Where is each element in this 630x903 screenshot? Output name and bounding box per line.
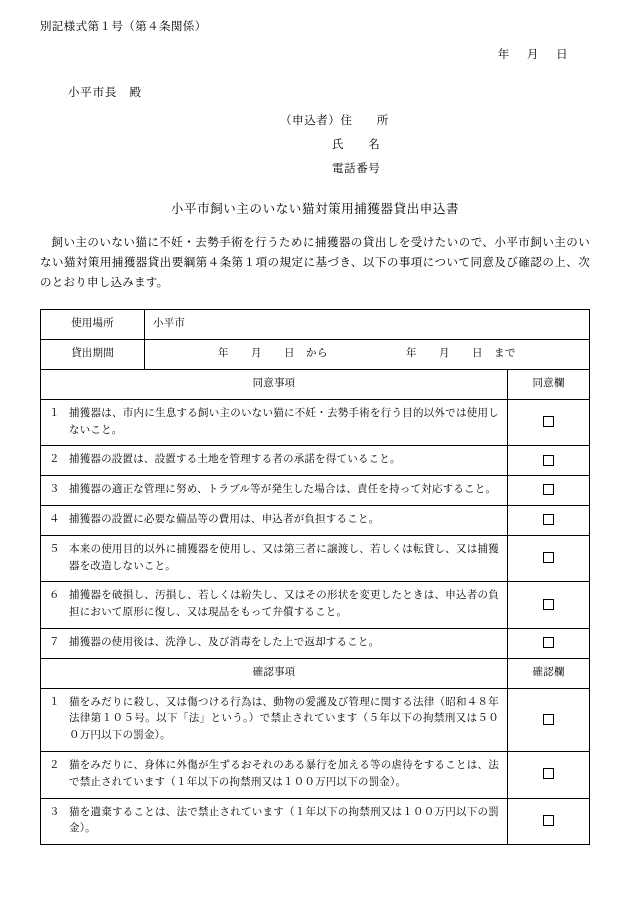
period-from: 年 月 日 から <box>218 348 328 360</box>
table-row <box>41 629 590 659</box>
consent-checkbox-3-cell[interactable] <box>507 476 589 506</box>
applicant-phone-row <box>280 158 590 182</box>
consent-item-7 <box>41 629 508 659</box>
document-body <box>40 18 590 845</box>
checkbox-icon[interactable] <box>543 416 554 427</box>
confirm-item-2-number: ２ <box>49 760 60 771</box>
table-row <box>41 688 590 751</box>
confirm-item-1 <box>41 688 508 751</box>
consent-item-7-number: ７ <box>49 637 60 649</box>
confirm-checkbox-2-cell[interactable] <box>507 752 589 799</box>
consent-item-5 <box>41 535 508 582</box>
applicant-block <box>40 110 590 181</box>
consent-item-3 <box>41 476 508 506</box>
place-value: 小平市 <box>145 310 590 340</box>
consent-item-2-number: ２ <box>49 454 60 466</box>
confirm-item-1-text: 猫をみだりに殺し、又は傷つける行為は、動物の愛護及び管理に関する法律（昭和４８年法律第１０５号。以下「法」という。）で禁止されています（５年以下の拘禁刑又は５００万円以下の罰金）。 <box>69 696 499 742</box>
consent-item-3-text: 捕獲器の適正な管理に努め、トラブル等が発生した場合は、責任を持って対応すること。 <box>69 484 497 496</box>
period-to: 年 月 日 まで <box>406 348 516 360</box>
addressee: 小平市長 殿 <box>68 87 142 100</box>
checkbox-icon[interactable] <box>543 714 554 725</box>
table-row-period <box>41 340 590 370</box>
confirm-item-3-text: 猫を遺棄することは、法で禁止されています（１年以下の拘禁刑又は１００万円以下の罰金）。 <box>69 806 499 835</box>
applicant-name-row <box>280 134 590 158</box>
applicant-phone-label: 電話番号 <box>332 162 381 175</box>
consent-item-2 <box>41 446 508 476</box>
checkbox-icon[interactable] <box>543 599 554 610</box>
date-line <box>40 46 590 62</box>
confirm-item-3-number: ３ <box>49 806 60 818</box>
table-row-place <box>41 310 590 340</box>
confirm-header: 確認事項 <box>41 658 508 688</box>
consent-section-header <box>41 370 590 400</box>
table-row <box>41 476 590 506</box>
place-label: 使用場所 <box>41 310 145 340</box>
confirm-section-header <box>41 658 590 688</box>
consent-item-4-number: ４ <box>49 514 60 526</box>
consent-checkbox-2-cell[interactable] <box>507 446 589 476</box>
consent-item-1-number: １ <box>49 407 60 419</box>
consent-item-4-text: 捕獲器の設置に必要な備品等の費用は、申込者が負担すること。 <box>69 514 380 526</box>
consent-item-6-text: 捕獲器を破損し、汚損し、若しくは紛失し、又はその形状を変更したときは、申込者の負担において原形に復し、又は現品をもって弁償すること。 <box>69 590 499 619</box>
consent-item-1 <box>41 399 508 446</box>
confirm-checkbox-3-cell[interactable] <box>507 798 589 845</box>
consent-item-3-number: ３ <box>49 484 60 496</box>
consent-checkbox-7-cell[interactable] <box>507 629 589 659</box>
applicant-address-row <box>280 110 590 134</box>
checkbox-icon[interactable] <box>543 637 554 648</box>
checkbox-icon[interactable] <box>543 514 554 525</box>
applicant-label: （申込者） <box>280 115 341 128</box>
confirm-check-header: 確認欄 <box>507 658 589 688</box>
table-row <box>41 535 590 582</box>
consent-checkbox-5-cell[interactable] <box>507 535 589 582</box>
consent-checkbox-6-cell[interactable] <box>507 582 589 629</box>
consent-item-5-number: ５ <box>49 543 60 555</box>
consent-checkbox-4-cell[interactable] <box>507 506 589 536</box>
confirm-item-2 <box>41 752 508 799</box>
table-row <box>41 582 590 629</box>
consent-item-2-text: 捕獲器の設置は、設置する土地を管理する者の承諾を得ていること。 <box>69 454 401 466</box>
form-number: 別記様式第１号（第４条関係） <box>40 21 207 33</box>
confirm-item-1-number: １ <box>49 696 60 708</box>
consent-item-5-text: 本来の使用目的以外に捕獲器を使用し、又は第三者に譲渡し、若しくは転貸し、又は捕獲器を改造しないこと。 <box>69 543 499 572</box>
consent-item-6 <box>41 582 508 629</box>
consent-item-7-text: 捕獲器の使用後は、洗浄し、及び消毒をした上で返却すること。 <box>69 637 380 649</box>
intro-paragraph: 飼い主のいない猫に不妊・去勢手術を行うために捕獲器の貸出しを受けたいので、小平市飼い主のいない猫対策用捕獲器貸出要綱第４条第１項の規定に基づき、以下の事項について同意及び確認の上、次のとおり申し込みます。 <box>40 237 590 290</box>
consent-item-6-number: ６ <box>49 590 60 602</box>
application-table <box>40 309 590 845</box>
table-row <box>41 446 590 476</box>
table-row <box>41 752 590 799</box>
page-title: 小平市飼い主のいない猫対策用捕獲器貸出申込書 <box>170 202 460 217</box>
checkbox-icon[interactable] <box>543 552 554 563</box>
consent-item-1-text: 捕獲器は、市内に生息する飼い主のいない猫に不妊・去勢手術を行う目的以外では使用しないこと。 <box>69 407 499 436</box>
consent-item-4 <box>41 506 508 536</box>
confirm-item-2-text: 猫をみだりに、身体に外傷が生ずるおそれのある暴行を加える等の虐待をすることは、法で禁止されています（１年以下の拘禁刑又は１００万円以下の罰金）。 <box>69 760 499 788</box>
consent-checkbox-1-cell[interactable] <box>507 399 589 446</box>
consent-check-header: 同意欄 <box>507 370 589 400</box>
table-row <box>41 798 590 845</box>
consent-header: 同意事項 <box>41 370 508 400</box>
confirm-checkbox-1-cell[interactable] <box>507 688 589 751</box>
checkbox-icon[interactable] <box>543 484 554 495</box>
date-year: 年 <box>497 49 510 62</box>
table-row <box>41 399 590 446</box>
applicant-name-label: 氏 名 <box>332 138 381 151</box>
checkbox-icon[interactable] <box>543 455 554 466</box>
date-day: 日 <box>556 49 568 62</box>
confirm-item-3 <box>41 798 508 845</box>
applicant-address-label: 住 所 <box>340 115 389 128</box>
period-value <box>145 340 590 370</box>
date-month: 月 <box>526 49 539 62</box>
checkbox-icon[interactable] <box>543 815 554 826</box>
table-row <box>41 506 590 536</box>
checkbox-icon[interactable] <box>543 768 554 779</box>
period-label: 貸出期間 <box>41 340 145 370</box>
